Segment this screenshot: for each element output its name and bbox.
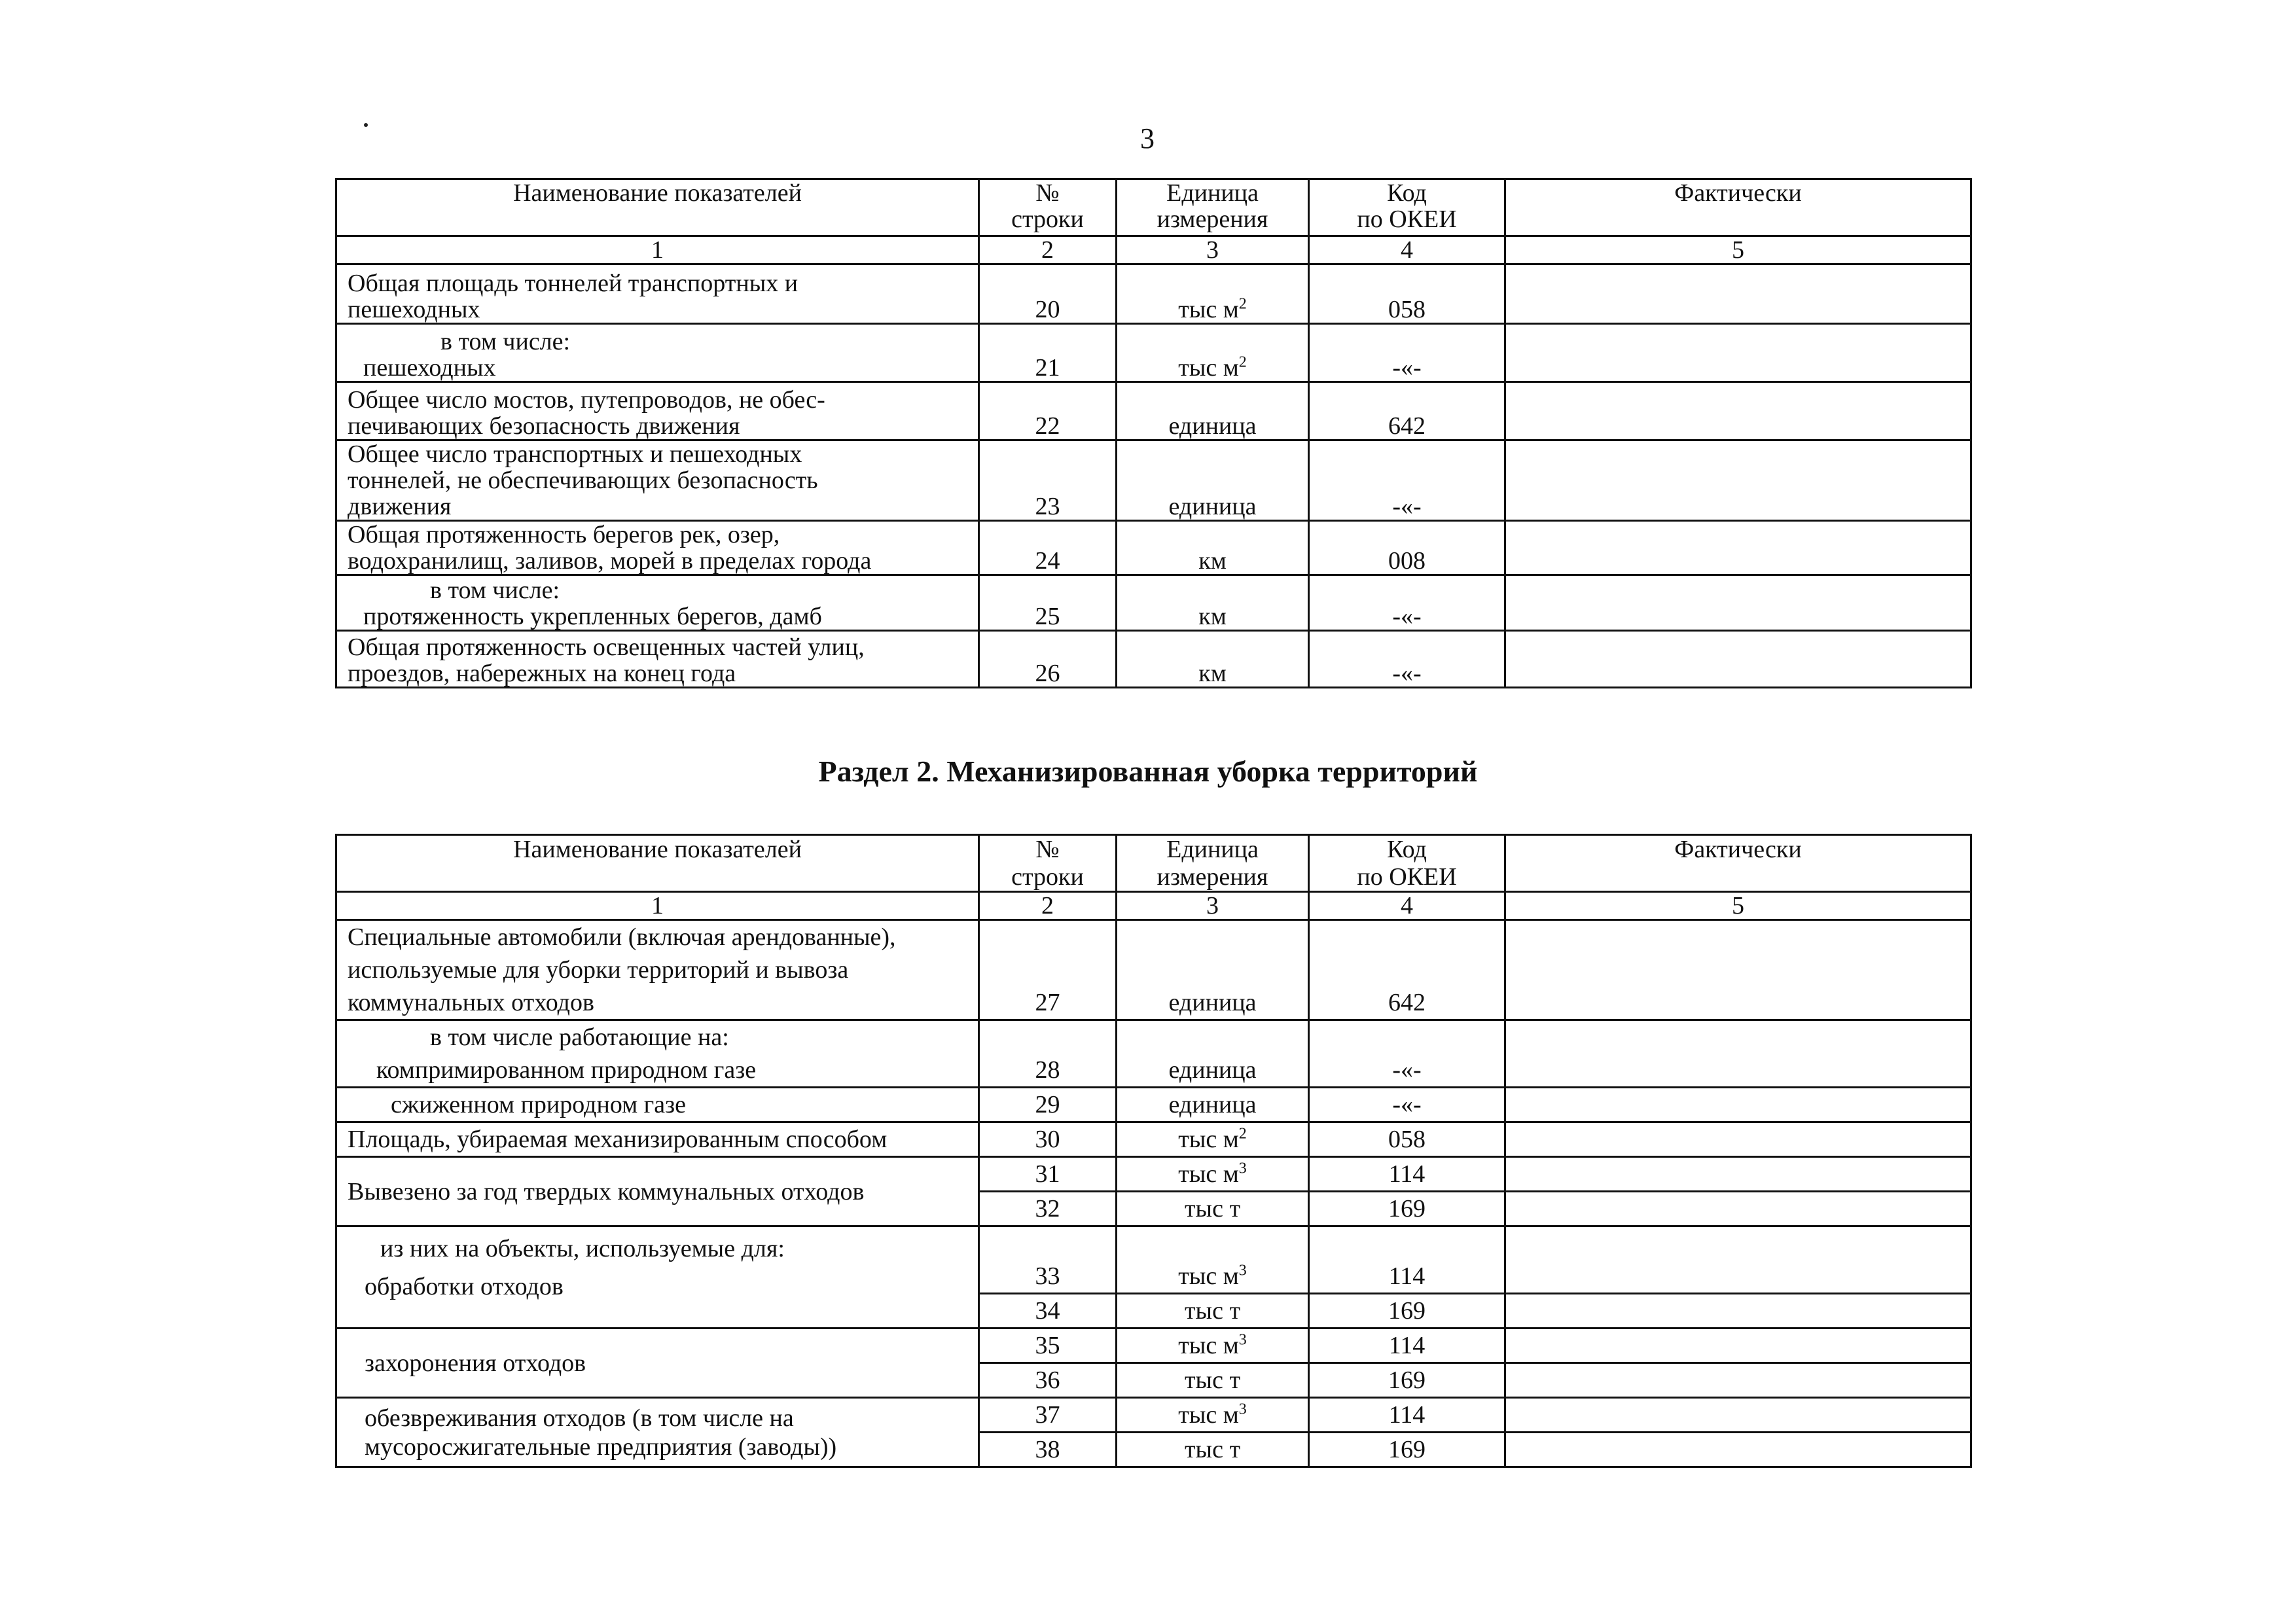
line-number: 35 [979, 1329, 1117, 1363]
indicator-name: Специальные автомобили (включая арендованные), используемые для уборки территорий и вывоза коммунальных отходов [336, 920, 979, 1020]
okei-code: 169 [1309, 1363, 1505, 1398]
okei-code: 642 [1309, 382, 1505, 440]
unit: единица [1117, 382, 1309, 440]
header-line-no: № строки [979, 835, 1117, 892]
okei-code: 642 [1309, 920, 1505, 1020]
actual-value-cell[interactable] [1505, 521, 1971, 575]
unit: тыс $м^3$ [1117, 1329, 1309, 1363]
line-number: 23 [979, 440, 1117, 521]
indicator-name: Площадь, убираемая механизированным способом [336, 1122, 979, 1157]
column-number: 2 [979, 892, 1117, 920]
line-number: 26 [979, 631, 1117, 688]
unit: тыс т [1117, 1192, 1309, 1226]
column-number: 3 [1117, 892, 1309, 920]
column-number: 1 [336, 236, 979, 264]
indicator-name: в том числе: пешеходных [336, 324, 979, 382]
unit: тыс т [1117, 1433, 1309, 1467]
table-row [336, 521, 1971, 575]
column-number: 1 [336, 892, 979, 920]
column-number-row [336, 892, 1971, 920]
indicator-name: из них на объекты, используемые для: обработки отходов [336, 1226, 979, 1329]
line-number: 28 [979, 1020, 1117, 1088]
okei-code: -«- [1309, 324, 1505, 382]
okei-code: -«- [1309, 575, 1505, 631]
actual-value-cell[interactable] [1505, 1088, 1971, 1122]
actual-value-cell[interactable] [1505, 1192, 1971, 1226]
okei-code: 058 [1309, 264, 1505, 324]
line-number: 27 [979, 920, 1117, 1020]
actual-value-cell[interactable] [1505, 1329, 1971, 1363]
column-number: 5 [1505, 892, 1971, 920]
table-row [336, 1088, 1971, 1122]
section-title: Раздел 2. Механизированная уборка территорий [818, 755, 1478, 788]
table-row [336, 920, 1971, 1020]
dot-mark [364, 123, 368, 127]
header-unit: Единица измерения [1117, 835, 1309, 892]
actual-value-cell[interactable] [1505, 1363, 1971, 1398]
line-number: 34 [979, 1294, 1117, 1329]
table-row [336, 575, 1971, 631]
unit: тыс т [1117, 1294, 1309, 1329]
line-number: 32 [979, 1192, 1117, 1226]
column-number: 5 [1505, 236, 1971, 264]
actual-value-cell[interactable] [1505, 1294, 1971, 1329]
table-row [336, 1329, 1971, 1363]
table-header-row [336, 835, 1971, 892]
unit: тыс $м^3$ [1117, 1226, 1309, 1294]
column-number: 3 [1117, 236, 1309, 264]
table-row [336, 324, 1971, 382]
header-okei-code: Код по ОКЕИ [1309, 179, 1505, 236]
unit: км [1117, 521, 1309, 575]
indicator-name: сжиженном природном газе [336, 1088, 979, 1122]
okei-code: 114 [1309, 1157, 1505, 1192]
indicator-name: Общая протяженность освещенных частей улиц, проездов, набережных на конец года [336, 631, 979, 688]
unit: тыс т [1117, 1363, 1309, 1398]
column-number: 4 [1309, 236, 1505, 264]
unit: тыс $м^3$ [1117, 1398, 1309, 1433]
line-number: 30 [979, 1122, 1117, 1157]
unit: единица [1117, 1088, 1309, 1122]
line-number: 22 [979, 382, 1117, 440]
header-actual: Фактически [1505, 179, 1971, 236]
actual-value-cell[interactable] [1505, 440, 1971, 521]
line-number: 36 [979, 1363, 1117, 1398]
table-row [336, 1398, 1971, 1433]
header-actual: Фактически [1505, 835, 1971, 892]
actual-value-cell[interactable] [1505, 264, 1971, 324]
unit: тыс $м^2$ [1117, 264, 1309, 324]
page-number: 3 [1140, 122, 1155, 154]
actual-value-cell[interactable] [1505, 1157, 1971, 1192]
actual-value-cell[interactable] [1505, 920, 1971, 1020]
line-number: 38 [979, 1433, 1117, 1467]
header-name: Наименование показателей [336, 179, 979, 236]
okei-code: -«- [1309, 1020, 1505, 1088]
indicator-name: захоронения отходов [336, 1329, 979, 1398]
okei-code: 114 [1309, 1329, 1505, 1363]
indicators-table-2 [335, 834, 1972, 1468]
okei-code: -«- [1309, 440, 1505, 521]
column-number: 4 [1309, 892, 1505, 920]
actual-value-cell[interactable] [1505, 631, 1971, 688]
column-number-row [336, 236, 1971, 264]
actual-value-cell[interactable] [1505, 382, 1971, 440]
indicators-table-1 [335, 178, 1972, 688]
table-row [336, 1122, 1971, 1157]
okei-code: 114 [1309, 1226, 1505, 1294]
actual-value-cell[interactable] [1505, 1398, 1971, 1433]
actual-value-cell[interactable] [1505, 575, 1971, 631]
actual-value-cell[interactable] [1505, 1122, 1971, 1157]
okei-code: -«- [1309, 631, 1505, 688]
header-unit: Единица измерения [1117, 179, 1309, 236]
table-row [336, 440, 1971, 521]
indicator-name: в том числе работающие на: компримированном природном газе [336, 1020, 979, 1088]
okei-code: -«- [1309, 1088, 1505, 1122]
line-number: 20 [979, 264, 1117, 324]
unit: тыс $м^2$ [1117, 1122, 1309, 1157]
unit: тыс $м^2$ [1117, 324, 1309, 382]
table-row [336, 1226, 1971, 1294]
unit: км [1117, 631, 1309, 688]
table-row [336, 1020, 1971, 1088]
header-okei-code: Код по ОКЕИ [1309, 835, 1505, 892]
okei-code: 058 [1309, 1122, 1505, 1157]
okei-code: 169 [1309, 1192, 1505, 1226]
line-number: 29 [979, 1088, 1117, 1122]
line-number: 25 [979, 575, 1117, 631]
okei-code: 169 [1309, 1294, 1505, 1329]
line-number: 33 [979, 1226, 1117, 1294]
table-row [336, 264, 1971, 324]
unit: единица [1117, 920, 1309, 1020]
actual-value-cell[interactable] [1505, 1226, 1971, 1294]
line-number: 21 [979, 324, 1117, 382]
indicator-name: Вывезено за год твердых коммунальных отходов [336, 1157, 979, 1226]
unit: единица [1117, 1020, 1309, 1088]
table-row [336, 382, 1971, 440]
actual-value-cell[interactable] [1505, 324, 1971, 382]
table-header-row [336, 179, 1971, 236]
okei-code: 008 [1309, 521, 1505, 575]
indicator-name: обезвреживания отходов (в том числе на мусоросжигательные предприятия (заводы)) [336, 1398, 979, 1467]
table-row [336, 631, 1971, 688]
header-name: Наименование показателей [336, 835, 979, 892]
table-row [336, 1157, 1971, 1192]
okei-code: 169 [1309, 1433, 1505, 1467]
unit: км [1117, 575, 1309, 631]
unit: единица [1117, 440, 1309, 521]
indicator-name: Общее число мостов, путепроводов, не обес- печивающих безопасность движения [336, 382, 979, 440]
column-number: 2 [979, 236, 1117, 264]
actual-value-cell[interactable] [1505, 1433, 1971, 1467]
indicator-name: Общее число транспортных и пешеходных тоннелей, не обеспечивающих безопасность движения [336, 440, 979, 521]
indicator-name: Общая протяженность берегов рек, озер, водохранилищ, заливов, морей в пределах города [336, 521, 979, 575]
header-line-no: № строки [979, 179, 1117, 236]
okei-code: 114 [1309, 1398, 1505, 1433]
line-number: 31 [979, 1157, 1117, 1192]
line-number: 37 [979, 1398, 1117, 1433]
indicator-name: Общая площадь тоннелей транспортных и пешеходных [336, 264, 979, 324]
actual-value-cell[interactable] [1505, 1020, 1971, 1088]
line-number: 24 [979, 521, 1117, 575]
indicator-name: в том числе: протяженность укрепленных берегов, дамб [336, 575, 979, 631]
unit: тыс $м^3$ [1117, 1157, 1309, 1192]
